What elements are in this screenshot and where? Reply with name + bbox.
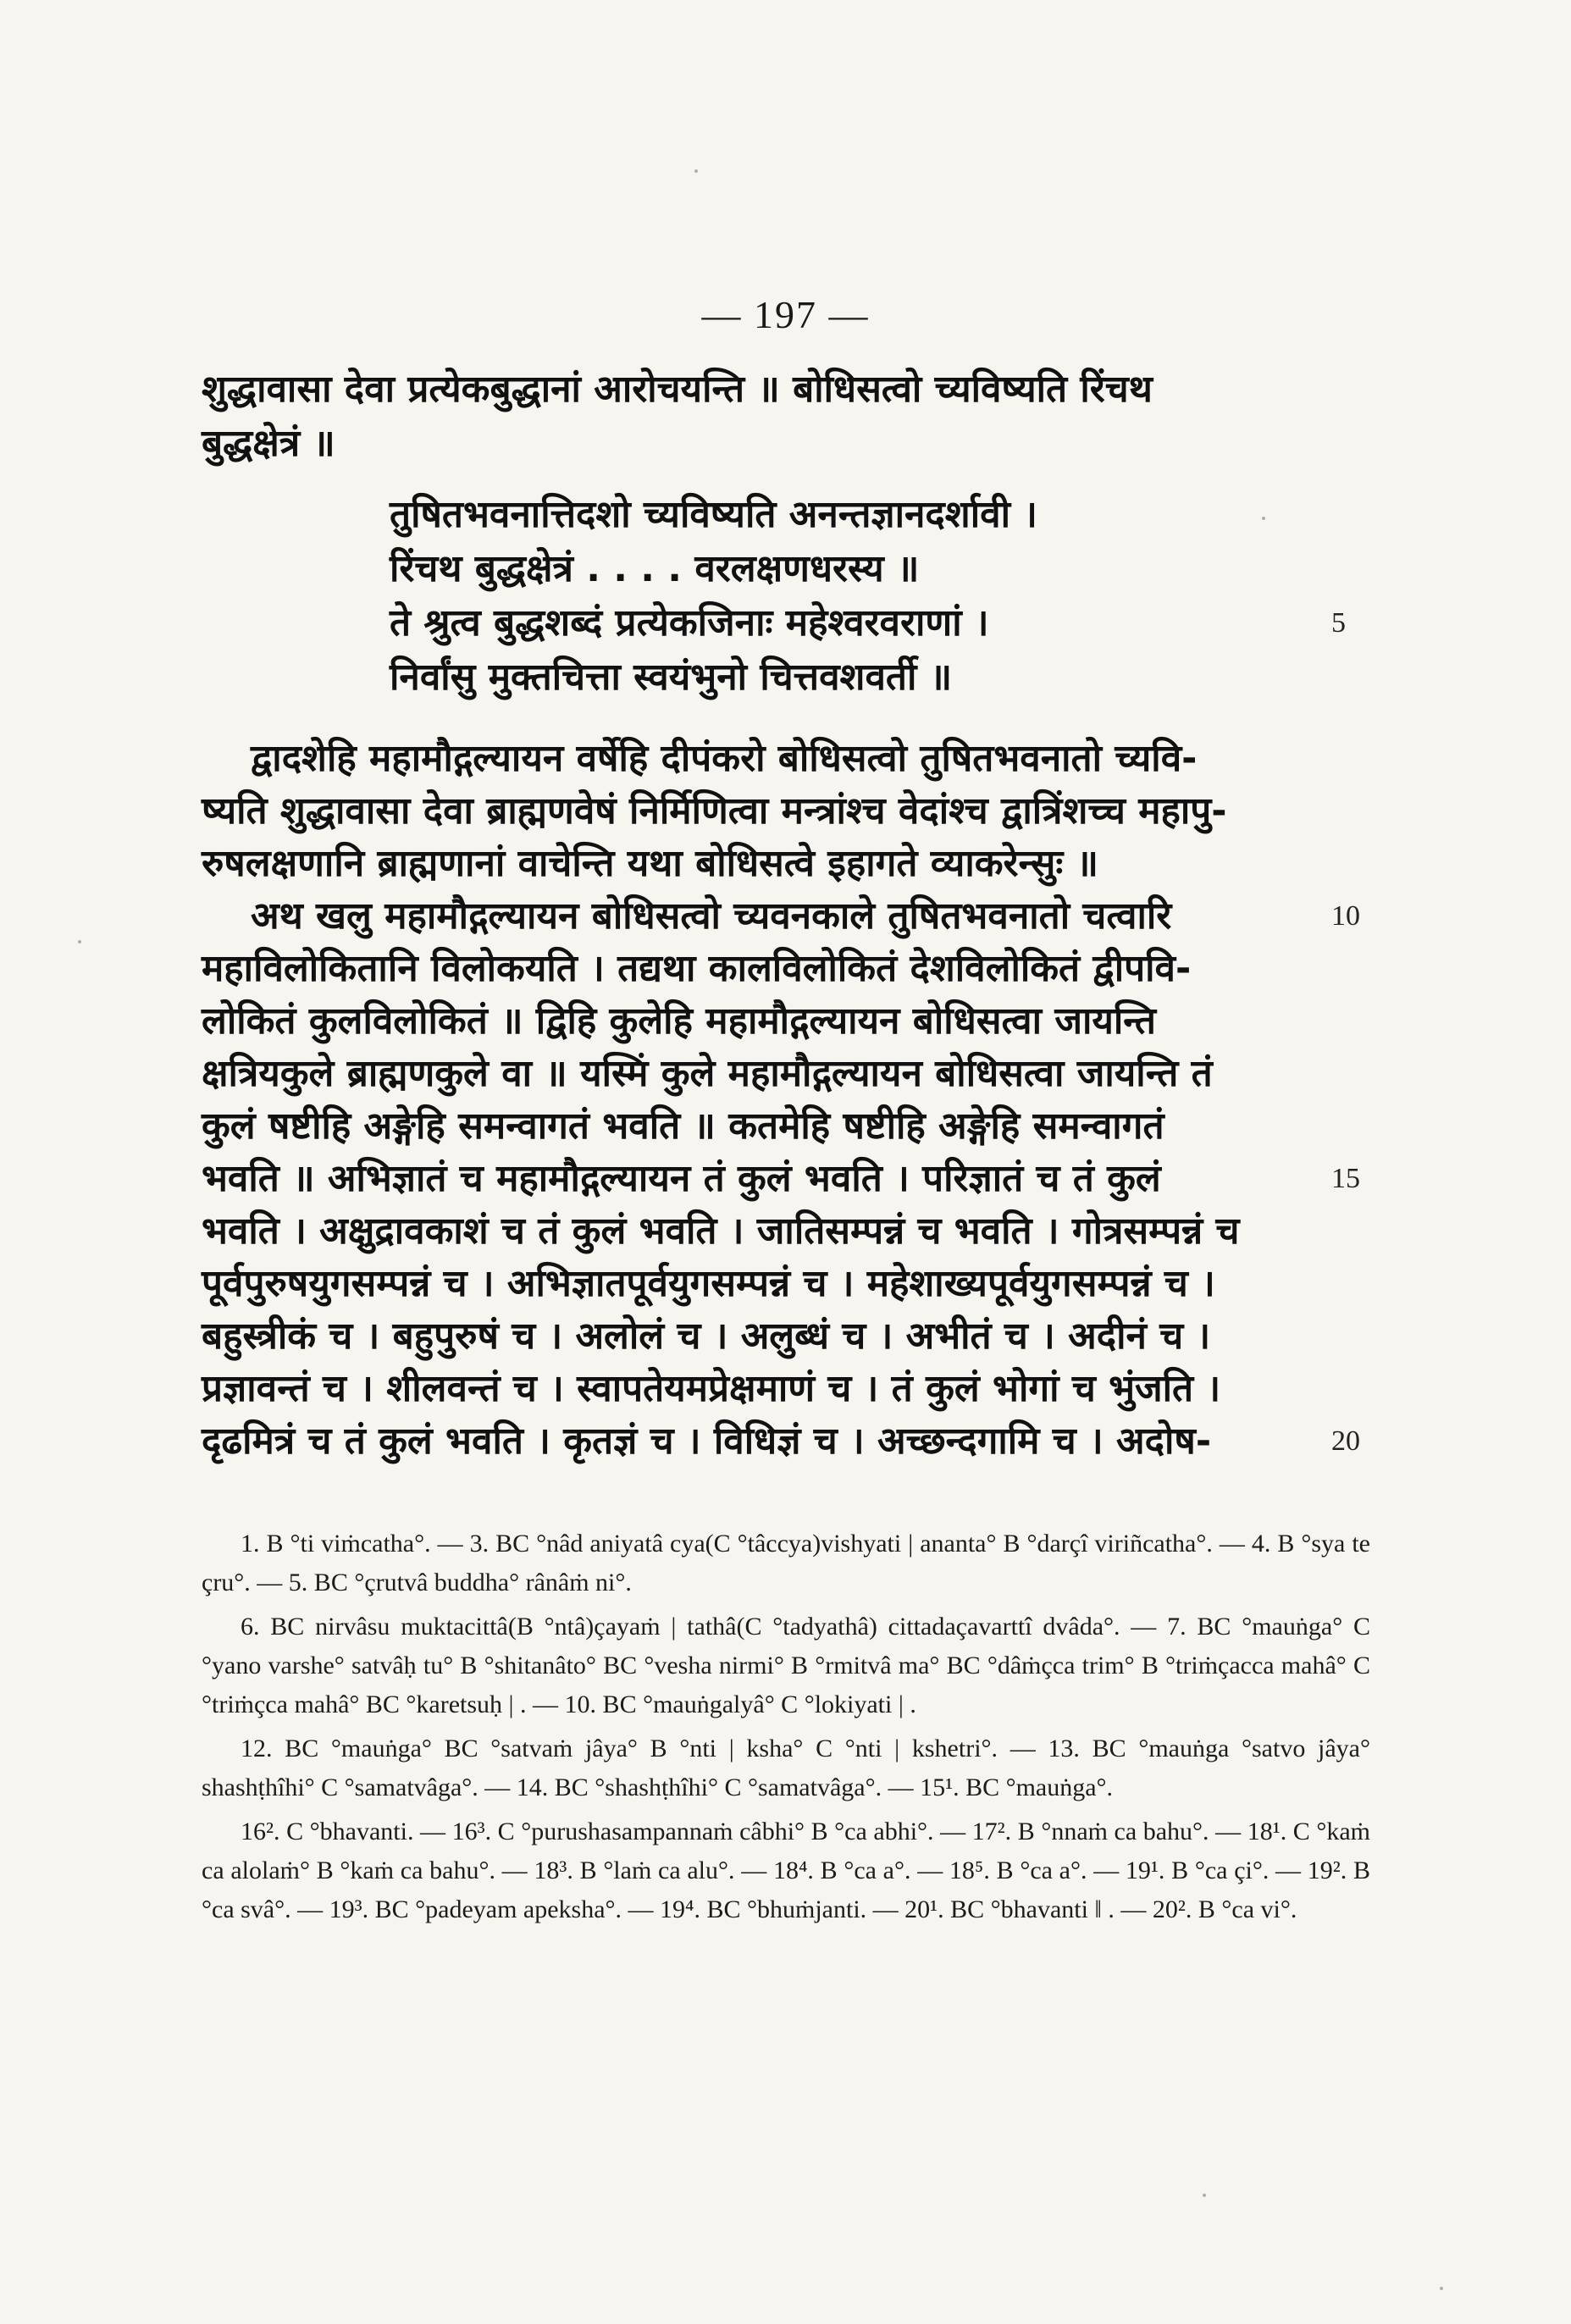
prose-line: दृढमित्रं च तं कुलं भवति । कृतज्ञं च । विधिज्ञं च । अच्छन्दगामि च । अदोष- (202, 1419, 1212, 1463)
verse-line: ते श्रुत्व बुद्धशब्दं प्रत्येकजिनाः महेश्वरवराणां । (390, 601, 989, 645)
prose-line: ष्यति शुद्धावासा देवा ब्राह्मणवेषं निर्मिणित्वा मन्त्रांश्च वेदांश्च द्वात्रिंशच्च महापु- (202, 789, 1227, 833)
scan-speck (1203, 2194, 1206, 2197)
footnote-paragraph: 12. BC °mauṅga° BC °satvaṁ jâya° B °nti | ksha° C °nti | kshetri°. — 13. BC °mauṅga °satvo jâya° shashṭhîhi° C °samatvâga°. — 14. BC °shashṭhîhi° C °samatvâga°. — 15¹. BC °mauṅga°. (202, 1735, 1370, 1801)
line-number: 10 (1331, 900, 1360, 932)
footnote-paragraph: 16². C °bhavanti. — 16³. C °purushasampannaṁ câbhi° B °ca abhi°. — 17². B °nnaṁ ca bahu°. — 18¹. C °kaṁ ca alolaṁ° B °kaṁ ca bahu°. — 18³. B °laṁ ca alu°. — 18⁴. B °ca a°. — 18⁵. B °ca a°. — 19¹. B °ca çi°. — 19². B °ca svâ°. — 19³. BC °padeyam apeksha°. — 19⁴. BC °bhuṁjanti. — 20¹. BC °bhavanti ‖ . — 20². B °ca vi°. (202, 1818, 1370, 1923)
prose-line: क्षत्रियकुले ब्राह्मणकुले वा ॥ यस्मिं कुले महामौद्गल्यायन बोधिसत्वा जायन्ति तं (202, 1052, 1213, 1095)
footnotes (202, 1524, 1370, 1934)
prose-line: द्वादशेहि महामौद्गल्यायन वर्षेहि दीपंकरो बोधिसत्वो तुषितभवनातो च्यवि- (251, 737, 1198, 780)
scan-speck (78, 940, 81, 943)
scan-speck (1440, 2287, 1443, 2290)
scan-speck (694, 169, 698, 173)
prose-line: अथ खलु महामौद्गल्यायन बोधिसत्वो च्यवनकाले तुषितभवनातो चत्वारि (251, 894, 1172, 938)
prose-line: शुद्धावासा देवा प्रत्येकबुद्धानां आरोचयन्ति ॥ बोधिसत्वो च्यविष्यति रिंचथ (202, 368, 1153, 411)
prose-line: महाविलोकितानि विलोकयति । तद्यथा कालविलोकितं देशविलोकितं द्वीपवि- (202, 947, 1192, 990)
line-number: 5 (1331, 607, 1346, 639)
prose-line: भवति ॥ अभिज्ञातं च महामौद्गल्यायन तं कुलं भवति । परिज्ञातं च तं कुलं (202, 1157, 1161, 1200)
scan-speck (1262, 517, 1265, 520)
line-number: 15 (1331, 1163, 1360, 1194)
prose-line: प्रज्ञावन्तं च । शीलवन्तं च । स्वापतेयमप्रेक्षमाणं च । तं कुलं भोगां च भुंजति । (202, 1367, 1221, 1410)
prose-line: लोकितं कुलविलोकितं ॥ द्विहि कुलेहि महामौद्गल्यायन बोधिसत्वा जायन्ति (202, 999, 1156, 1043)
verse-line: निर्वांसु मुक्तचित्ता स्वयंभुनो चित्तवशवर्ती ॥ (390, 656, 953, 699)
prose-line: बुद्धक्षेत्रं ॥ (202, 422, 335, 465)
prose-line: रुषलक्षणानि ब्राह्मणानां वाचेन्ति यथा बोधिसत्वे इहागते व्याकरेन्सुः ॥ (202, 842, 1098, 885)
verse-line: रिंचथ बुद्धक्षेत्रं . . . . वरलक्षणधरस्य ॥ (390, 547, 920, 590)
footnote-paragraph: 1. B °ti viṁcatha°. — 3. BC °nâd aniyatâ cya(C °tâccya)vishyati | ananta° B °darçî viriñcatha°. — 4. B °sya te çru°. — 5. BC °çrutvâ buddha° rânâṁ ni°. (202, 1530, 1370, 1596)
prose-line: कुलं षष्टीहि अङ्गेहि समन्वागतं भवति ॥ कतमेहि षष्टीहि अङ्गेहि समन्वागतं (202, 1104, 1164, 1148)
prose-line: भवति । अक्षुद्रावकाशं च तं कुलं भवति । जातिसम्पन्नं च भवति । गोत्रसम्पन्नं च (202, 1209, 1240, 1253)
line-number: 20 (1331, 1425, 1360, 1457)
prose-line: बहुस्त्रीकं च । बहुपुरुषं च । अलोलं च । अलुब्धं च । अभीतं च । अदीनं च । (202, 1314, 1211, 1358)
verse-line: तुषितभवनात्तिदशो च्यविष्यति अनन्तज्ञानदर्शावी । (390, 493, 1037, 536)
page-number: — 197 — (701, 293, 870, 336)
prose-line: पूर्वपुरुषयुगसम्पन्नं च । अभिज्ञातपूर्वयुगसम्पन्नं च । महेशाख्यपूर्वयुगसम्पन्नं च । (202, 1262, 1215, 1305)
footnote-paragraph: 6. BC nirvâsu muktacittâ(B °ntâ)çayaṁ | tathâ(C °tadyathâ) cittadaçavarttî dvâda°. — 7. BC °mauṅga° C °yano varshe° satvâḥ tu° B °shitanâto° BC °vesha nirmi° B °rmitvâ ma° BC °dâṁçca trim° B °triṁçacca mahâ° C °triṁçca mahâ° BC °karetsuḥ | . — 10. BC °mauṅgalyâ° C °lokiyati | . (202, 1613, 1370, 1718)
